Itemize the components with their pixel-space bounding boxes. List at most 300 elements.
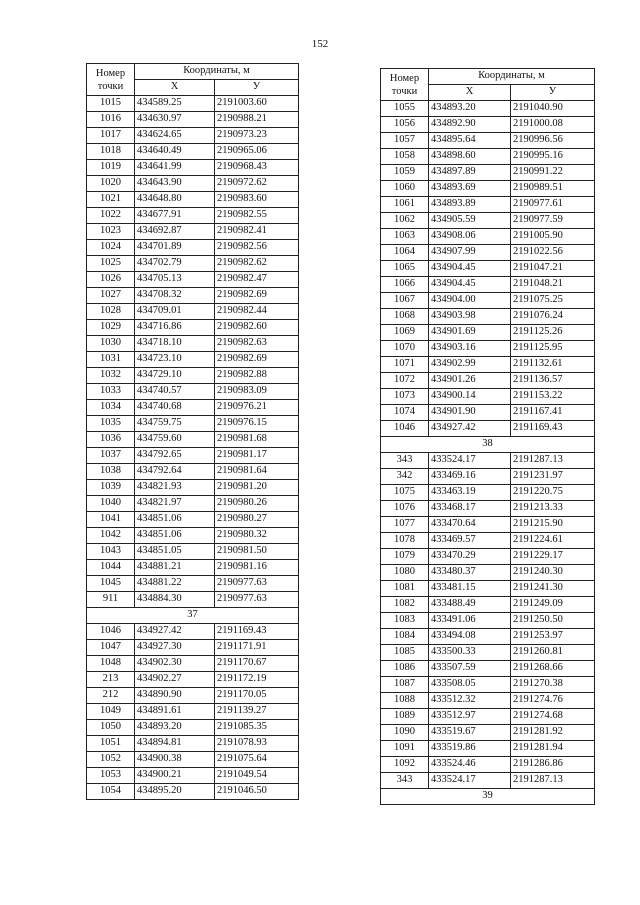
point-number-cell: 911 bbox=[87, 592, 135, 608]
table-row bbox=[87, 144, 299, 160]
y-coordinate-cell: 2190982.69 bbox=[215, 288, 299, 304]
point-number-cell: 1016 bbox=[87, 112, 135, 128]
x-coordinate-cell: 433491.06 bbox=[429, 613, 511, 629]
table-row bbox=[381, 661, 595, 677]
x-coordinate-cell: 434904.45 bbox=[429, 277, 511, 293]
table-row bbox=[381, 677, 595, 693]
point-number-cell: 1027 bbox=[87, 288, 135, 304]
point-number-cell: 1070 bbox=[381, 341, 429, 357]
y-coordinate-cell: 2191078.93 bbox=[215, 736, 299, 752]
table-row bbox=[381, 469, 595, 485]
y-coordinate-cell: 2191139.27 bbox=[215, 704, 299, 720]
point-number-cell: 1054 bbox=[87, 784, 135, 800]
coordinates-table-left bbox=[86, 63, 299, 800]
y-coordinate-cell: 2190988.21 bbox=[215, 112, 299, 128]
group-number: 37 bbox=[87, 608, 299, 624]
point-number-cell: 1086 bbox=[381, 661, 429, 677]
point-number-cell: 1023 bbox=[87, 224, 135, 240]
table-row bbox=[87, 656, 299, 672]
x-coordinate-cell: 433512.32 bbox=[429, 693, 511, 709]
group-separator-row bbox=[381, 789, 595, 805]
y-coordinate-cell: 2191220.75 bbox=[511, 485, 595, 501]
table-row bbox=[381, 245, 595, 261]
table-row bbox=[87, 384, 299, 400]
point-number-cell: 1053 bbox=[87, 768, 135, 784]
point-number-cell: 1024 bbox=[87, 240, 135, 256]
y-coordinate-cell: 2191253.97 bbox=[511, 629, 595, 645]
y-coordinate-cell: 2191274.76 bbox=[511, 693, 595, 709]
table-row bbox=[87, 496, 299, 512]
x-coordinate-cell: 433488.49 bbox=[429, 597, 511, 613]
x-coordinate-cell: 434904.45 bbox=[429, 261, 511, 277]
point-number-cell: 1015 bbox=[87, 96, 135, 112]
table-row bbox=[381, 373, 595, 389]
x-coordinate-cell: 434927.42 bbox=[429, 421, 511, 437]
x-coordinate-cell: 434901.90 bbox=[429, 405, 511, 421]
point-number-cell: 1040 bbox=[87, 496, 135, 512]
point-number-header-line1: Номер bbox=[95, 67, 126, 79]
y-coordinate-cell: 2190991.22 bbox=[511, 165, 595, 181]
y-coordinate-cell: 2191046.50 bbox=[215, 784, 299, 800]
x-coordinate-cell: 434821.93 bbox=[135, 480, 215, 496]
table-row bbox=[87, 576, 299, 592]
x-coordinate-cell: 434897.89 bbox=[429, 165, 511, 181]
x-coordinate-cell: 434640.49 bbox=[135, 144, 215, 160]
y-coordinate-cell: 2191286.86 bbox=[511, 757, 595, 773]
point-number-cell: 1066 bbox=[381, 277, 429, 293]
point-number-cell: 1018 bbox=[87, 144, 135, 160]
point-number-cell: 1074 bbox=[381, 405, 429, 421]
y-column-header: У bbox=[511, 85, 595, 101]
x-coordinate-cell: 434702.79 bbox=[135, 256, 215, 272]
x-coordinate-cell: 434881.22 bbox=[135, 576, 215, 592]
y-coordinate-cell: 2191260.81 bbox=[511, 645, 595, 661]
y-coordinate-cell: 2190981.20 bbox=[215, 480, 299, 496]
table-row bbox=[381, 517, 595, 533]
point-number-cell: 1068 bbox=[381, 309, 429, 325]
y-coordinate-cell: 2191213.33 bbox=[511, 501, 595, 517]
table-row bbox=[381, 757, 595, 773]
y-coordinate-cell: 2190982.60 bbox=[215, 320, 299, 336]
point-number-cell: 1046 bbox=[87, 624, 135, 640]
y-coordinate-cell: 2190982.44 bbox=[215, 304, 299, 320]
x-coordinate-cell: 434729.10 bbox=[135, 368, 215, 384]
table-row bbox=[381, 405, 595, 421]
y-coordinate-cell: 2191132.61 bbox=[511, 357, 595, 373]
x-coordinate-cell: 433470.29 bbox=[429, 549, 511, 565]
x-coordinate-cell: 434701.89 bbox=[135, 240, 215, 256]
y-coordinate-cell: 2191281.92 bbox=[511, 725, 595, 741]
table-row bbox=[87, 432, 299, 448]
table-row bbox=[87, 176, 299, 192]
y-coordinate-cell: 2191049.54 bbox=[215, 768, 299, 784]
table-row bbox=[381, 357, 595, 373]
x-coordinate-cell: 434792.64 bbox=[135, 464, 215, 480]
point-number-cell: 1061 bbox=[381, 197, 429, 213]
point-number-cell: 1039 bbox=[87, 480, 135, 496]
x-coordinate-cell: 434648.80 bbox=[135, 192, 215, 208]
point-number-cell: 1056 bbox=[381, 117, 429, 133]
y-coordinate-cell: 2191270.38 bbox=[511, 677, 595, 693]
point-number-cell: 343 bbox=[381, 453, 429, 469]
y-coordinate-cell: 2191000.08 bbox=[511, 117, 595, 133]
y-coordinate-cell: 2190995.16 bbox=[511, 149, 595, 165]
y-coordinate-cell: 2190982.47 bbox=[215, 272, 299, 288]
y-coordinate-cell: 2190976.15 bbox=[215, 416, 299, 432]
x-coordinate-cell: 434901.26 bbox=[429, 373, 511, 389]
point-number-cell: 1036 bbox=[87, 432, 135, 448]
y-coordinate-cell: 2191231.97 bbox=[511, 469, 595, 485]
point-number-cell: 1048 bbox=[87, 656, 135, 672]
y-coordinate-cell: 2191250.50 bbox=[511, 613, 595, 629]
table-row bbox=[87, 208, 299, 224]
table-row bbox=[381, 773, 595, 789]
y-coordinate-cell: 2191003.60 bbox=[215, 96, 299, 112]
table-row bbox=[87, 128, 299, 144]
point-number-cell: 1042 bbox=[87, 528, 135, 544]
table-row bbox=[381, 645, 595, 661]
y-coordinate-cell: 2190976.21 bbox=[215, 400, 299, 416]
page-number: 152 bbox=[311, 38, 329, 50]
x-coordinate-cell: 433470.64 bbox=[429, 517, 511, 533]
x-coordinate-cell: 433519.86 bbox=[429, 741, 511, 757]
x-coordinate-cell: 434759.60 bbox=[135, 432, 215, 448]
y-coordinate-cell: 2190973.23 bbox=[215, 128, 299, 144]
y-coordinate-cell: 2190982.55 bbox=[215, 208, 299, 224]
table-row bbox=[87, 352, 299, 368]
x-coordinate-cell: 434904.00 bbox=[429, 293, 511, 309]
point-number-cell: 1047 bbox=[87, 640, 135, 656]
table-row bbox=[381, 725, 595, 741]
table-row bbox=[87, 592, 299, 608]
y-coordinate-cell: 2190977.59 bbox=[511, 213, 595, 229]
y-coordinate-cell: 2191171.91 bbox=[215, 640, 299, 656]
y-coordinate-cell: 2190981.50 bbox=[215, 544, 299, 560]
point-number-cell: 1031 bbox=[87, 352, 135, 368]
x-coordinate-cell: 433481.15 bbox=[429, 581, 511, 597]
point-number-cell: 1034 bbox=[87, 400, 135, 416]
x-coordinate-cell: 433468.17 bbox=[429, 501, 511, 517]
y-coordinate-cell: 2191241.30 bbox=[511, 581, 595, 597]
point-number-cell: 1088 bbox=[381, 693, 429, 709]
point-number-cell: 1091 bbox=[381, 741, 429, 757]
y-coordinate-cell: 2191022.56 bbox=[511, 245, 595, 261]
x-coordinate-cell: 434851.06 bbox=[135, 528, 215, 544]
point-number-cell: 1059 bbox=[381, 165, 429, 181]
x-coordinate-cell: 434907.99 bbox=[429, 245, 511, 261]
table-row bbox=[381, 325, 595, 341]
point-number-cell: 1082 bbox=[381, 597, 429, 613]
y-coordinate-cell: 2191153.22 bbox=[511, 389, 595, 405]
x-coordinate-cell: 434902.99 bbox=[429, 357, 511, 373]
point-number-cell: 1037 bbox=[87, 448, 135, 464]
x-coordinate-cell: 434792.65 bbox=[135, 448, 215, 464]
x-coordinate-cell: 434893.20 bbox=[429, 101, 511, 117]
point-number-cell: 1073 bbox=[381, 389, 429, 405]
y-coordinate-cell: 2190977.63 bbox=[215, 592, 299, 608]
table-row bbox=[381, 341, 595, 357]
x-coordinate-cell: 434894.81 bbox=[135, 736, 215, 752]
x-coordinate-cell: 434900.38 bbox=[135, 752, 215, 768]
table-row bbox=[381, 629, 595, 645]
x-coordinate-cell: 434900.21 bbox=[135, 768, 215, 784]
y-coordinate-cell: 2190982.41 bbox=[215, 224, 299, 240]
x-coordinate-cell: 433507.59 bbox=[429, 661, 511, 677]
x-coordinate-cell: 434705.13 bbox=[135, 272, 215, 288]
point-number-cell: 1021 bbox=[87, 192, 135, 208]
point-number-header-line1: Номер bbox=[389, 72, 420, 84]
point-number-cell: 1077 bbox=[381, 517, 429, 533]
y-coordinate-cell: 2191047.21 bbox=[511, 261, 595, 277]
table-row bbox=[381, 165, 595, 181]
table-row bbox=[381, 197, 595, 213]
y-coordinate-cell: 2191125.26 bbox=[511, 325, 595, 341]
table-row bbox=[381, 565, 595, 581]
point-number-cell: 1058 bbox=[381, 149, 429, 165]
point-number-cell: 1090 bbox=[381, 725, 429, 741]
x-coordinate-cell: 434895.64 bbox=[429, 133, 511, 149]
table-row bbox=[87, 640, 299, 656]
point-number-cell: 1076 bbox=[381, 501, 429, 517]
x-coordinate-cell: 434892.90 bbox=[429, 117, 511, 133]
x-coordinate-cell: 434901.69 bbox=[429, 325, 511, 341]
x-coordinate-cell: 434624.65 bbox=[135, 128, 215, 144]
y-coordinate-cell: 2191075.25 bbox=[511, 293, 595, 309]
table-row bbox=[87, 336, 299, 352]
y-coordinate-cell: 2190982.56 bbox=[215, 240, 299, 256]
point-number-header-line2: точки bbox=[391, 85, 418, 97]
y-coordinate-cell: 2191136.57 bbox=[511, 373, 595, 389]
x-column-header: X bbox=[135, 80, 215, 96]
table-row bbox=[381, 101, 595, 117]
point-number-cell: 1045 bbox=[87, 576, 135, 592]
y-coordinate-cell: 2190982.63 bbox=[215, 336, 299, 352]
x-coordinate-cell: 434893.69 bbox=[429, 181, 511, 197]
group-separator-row bbox=[87, 608, 299, 624]
table-row bbox=[381, 229, 595, 245]
x-coordinate-cell: 434902.27 bbox=[135, 672, 215, 688]
point-number-cell: 1067 bbox=[381, 293, 429, 309]
y-coordinate-cell: 2190981.68 bbox=[215, 432, 299, 448]
y-coordinate-cell: 2190980.32 bbox=[215, 528, 299, 544]
point-number-cell: 1092 bbox=[381, 757, 429, 773]
table-row bbox=[87, 752, 299, 768]
table-row bbox=[87, 304, 299, 320]
table-row bbox=[87, 96, 299, 112]
point-number-cell: 343 bbox=[381, 773, 429, 789]
y-coordinate-cell: 2191274.68 bbox=[511, 709, 595, 725]
point-number-cell: 1057 bbox=[381, 133, 429, 149]
y-coordinate-cell: 2190972.62 bbox=[215, 176, 299, 192]
x-coordinate-cell: 434677.91 bbox=[135, 208, 215, 224]
y-coordinate-cell: 2191281.94 bbox=[511, 741, 595, 757]
y-coordinate-cell: 2191287.13 bbox=[511, 453, 595, 469]
x-coordinate-cell: 433469.16 bbox=[429, 469, 511, 485]
point-number-cell: 1020 bbox=[87, 176, 135, 192]
table-row bbox=[381, 549, 595, 565]
table-row bbox=[87, 368, 299, 384]
table-row bbox=[381, 133, 595, 149]
table-row bbox=[381, 693, 595, 709]
x-coordinate-cell: 434851.05 bbox=[135, 544, 215, 560]
point-number-cell: 1081 bbox=[381, 581, 429, 597]
y-coordinate-cell: 2191249.09 bbox=[511, 597, 595, 613]
y-coordinate-cell: 2191287.13 bbox=[511, 773, 595, 789]
table-row bbox=[381, 309, 595, 325]
point-number-cell: 1065 bbox=[381, 261, 429, 277]
table-row bbox=[381, 421, 595, 437]
x-coordinate-cell: 434740.57 bbox=[135, 384, 215, 400]
x-coordinate-cell: 434723.10 bbox=[135, 352, 215, 368]
x-coordinate-cell: 434718.10 bbox=[135, 336, 215, 352]
table-row bbox=[87, 768, 299, 784]
y-coordinate-cell: 2190977.61 bbox=[511, 197, 595, 213]
point-number-cell: 1060 bbox=[381, 181, 429, 197]
point-number-cell: 1051 bbox=[87, 736, 135, 752]
y-column-header: У bbox=[215, 80, 299, 96]
y-coordinate-cell: 2191167.41 bbox=[511, 405, 595, 421]
point-number-cell: 1084 bbox=[381, 629, 429, 645]
y-coordinate-cell: 2190968.43 bbox=[215, 160, 299, 176]
x-coordinate-cell: 434891.61 bbox=[135, 704, 215, 720]
table-row bbox=[381, 709, 595, 725]
x-coordinate-cell: 434903.98 bbox=[429, 309, 511, 325]
table-row bbox=[87, 688, 299, 704]
table-row bbox=[87, 448, 299, 464]
table-row bbox=[87, 480, 299, 496]
y-coordinate-cell: 2190996.56 bbox=[511, 133, 595, 149]
y-coordinate-cell: 2190981.64 bbox=[215, 464, 299, 480]
y-coordinate-cell: 2191040.90 bbox=[511, 101, 595, 117]
table-row bbox=[87, 288, 299, 304]
point-number-header bbox=[87, 64, 135, 96]
point-number-cell: 1033 bbox=[87, 384, 135, 400]
point-number-cell: 1085 bbox=[381, 645, 429, 661]
x-coordinate-cell: 434927.42 bbox=[135, 624, 215, 640]
y-coordinate-cell: 2190981.16 bbox=[215, 560, 299, 576]
table-row bbox=[381, 581, 595, 597]
x-coordinate-cell: 434895.20 bbox=[135, 784, 215, 800]
point-number-cell: 1025 bbox=[87, 256, 135, 272]
point-number-cell: 1050 bbox=[87, 720, 135, 736]
table-row bbox=[87, 192, 299, 208]
x-coordinate-cell: 434900.14 bbox=[429, 389, 511, 405]
x-coordinate-cell: 434893.89 bbox=[429, 197, 511, 213]
y-coordinate-cell: 2191170.05 bbox=[215, 688, 299, 704]
point-number-cell: 1064 bbox=[381, 245, 429, 261]
point-number-cell: 1046 bbox=[381, 421, 429, 437]
point-number-cell: 1075 bbox=[381, 485, 429, 501]
point-number-cell: 1089 bbox=[381, 709, 429, 725]
point-number-cell: 1043 bbox=[87, 544, 135, 560]
y-coordinate-cell: 2191075.64 bbox=[215, 752, 299, 768]
y-coordinate-cell: 2191005.90 bbox=[511, 229, 595, 245]
y-coordinate-cell: 2191125.95 bbox=[511, 341, 595, 357]
y-coordinate-cell: 2190989.51 bbox=[511, 181, 595, 197]
x-coordinate-cell: 434903.16 bbox=[429, 341, 511, 357]
group-number: 38 bbox=[381, 437, 595, 453]
x-coordinate-cell: 433519.67 bbox=[429, 725, 511, 741]
y-coordinate-cell: 2190982.88 bbox=[215, 368, 299, 384]
x-column-header: X bbox=[429, 85, 511, 101]
coordinates-header: Координаты, м bbox=[135, 64, 299, 80]
y-coordinate-cell: 2191076.24 bbox=[511, 309, 595, 325]
point-number-cell: 1069 bbox=[381, 325, 429, 341]
point-number-cell: 1049 bbox=[87, 704, 135, 720]
point-number-cell: 1032 bbox=[87, 368, 135, 384]
table-row bbox=[381, 533, 595, 549]
y-coordinate-cell: 2191048.21 bbox=[511, 277, 595, 293]
y-coordinate-cell: 2191169.43 bbox=[511, 421, 595, 437]
point-number-cell: 1062 bbox=[381, 213, 429, 229]
x-coordinate-cell: 434643.90 bbox=[135, 176, 215, 192]
point-number-cell: 1080 bbox=[381, 565, 429, 581]
point-number-cell: 1079 bbox=[381, 549, 429, 565]
table-row bbox=[87, 256, 299, 272]
point-number-cell: 1029 bbox=[87, 320, 135, 336]
x-coordinate-cell: 433524.46 bbox=[429, 757, 511, 773]
x-coordinate-cell: 433508.05 bbox=[429, 677, 511, 693]
x-coordinate-cell: 434884.30 bbox=[135, 592, 215, 608]
table-row bbox=[381, 613, 595, 629]
y-coordinate-cell: 2190982.69 bbox=[215, 352, 299, 368]
point-number-cell: 1078 bbox=[381, 533, 429, 549]
table-row bbox=[87, 240, 299, 256]
point-number-cell: 1044 bbox=[87, 560, 135, 576]
x-coordinate-cell: 433524.17 bbox=[429, 773, 511, 789]
point-number-cell: 1052 bbox=[87, 752, 135, 768]
y-coordinate-cell: 2191085.35 bbox=[215, 720, 299, 736]
x-coordinate-cell: 433480.37 bbox=[429, 565, 511, 581]
y-coordinate-cell: 2191224.61 bbox=[511, 533, 595, 549]
y-coordinate-cell: 2190980.26 bbox=[215, 496, 299, 512]
table-row bbox=[381, 453, 595, 469]
x-coordinate-cell: 434902.30 bbox=[135, 656, 215, 672]
table-row bbox=[381, 213, 595, 229]
coordinates-header: Координаты, м bbox=[429, 69, 595, 85]
right-table-body bbox=[381, 101, 595, 805]
x-coordinate-cell: 433524.17 bbox=[429, 453, 511, 469]
table-row bbox=[87, 224, 299, 240]
x-coordinate-cell: 434927.30 bbox=[135, 640, 215, 656]
table-row bbox=[87, 512, 299, 528]
point-number-cell: 1087 bbox=[381, 677, 429, 693]
table-row bbox=[87, 704, 299, 720]
table-row bbox=[381, 501, 595, 517]
table-row bbox=[381, 741, 595, 757]
group-number: 39 bbox=[381, 789, 595, 805]
table-row bbox=[87, 320, 299, 336]
x-coordinate-cell: 433512.97 bbox=[429, 709, 511, 725]
y-coordinate-cell: 2190981.17 bbox=[215, 448, 299, 464]
x-coordinate-cell: 434851.06 bbox=[135, 512, 215, 528]
x-coordinate-cell: 434908.06 bbox=[429, 229, 511, 245]
table-row bbox=[381, 181, 595, 197]
x-coordinate-cell: 434890.90 bbox=[135, 688, 215, 704]
x-coordinate-cell: 434740.68 bbox=[135, 400, 215, 416]
table-row bbox=[381, 149, 595, 165]
table-row bbox=[87, 624, 299, 640]
table-row bbox=[381, 597, 595, 613]
coordinates-table-right bbox=[380, 68, 595, 805]
point-number-cell: 1019 bbox=[87, 160, 135, 176]
table-row bbox=[87, 112, 299, 128]
point-number-cell: 1083 bbox=[381, 613, 429, 629]
point-number-cell: 1063 bbox=[381, 229, 429, 245]
point-number-cell: 213 bbox=[87, 672, 135, 688]
y-coordinate-cell: 2190965.06 bbox=[215, 144, 299, 160]
point-number-cell: 1041 bbox=[87, 512, 135, 528]
